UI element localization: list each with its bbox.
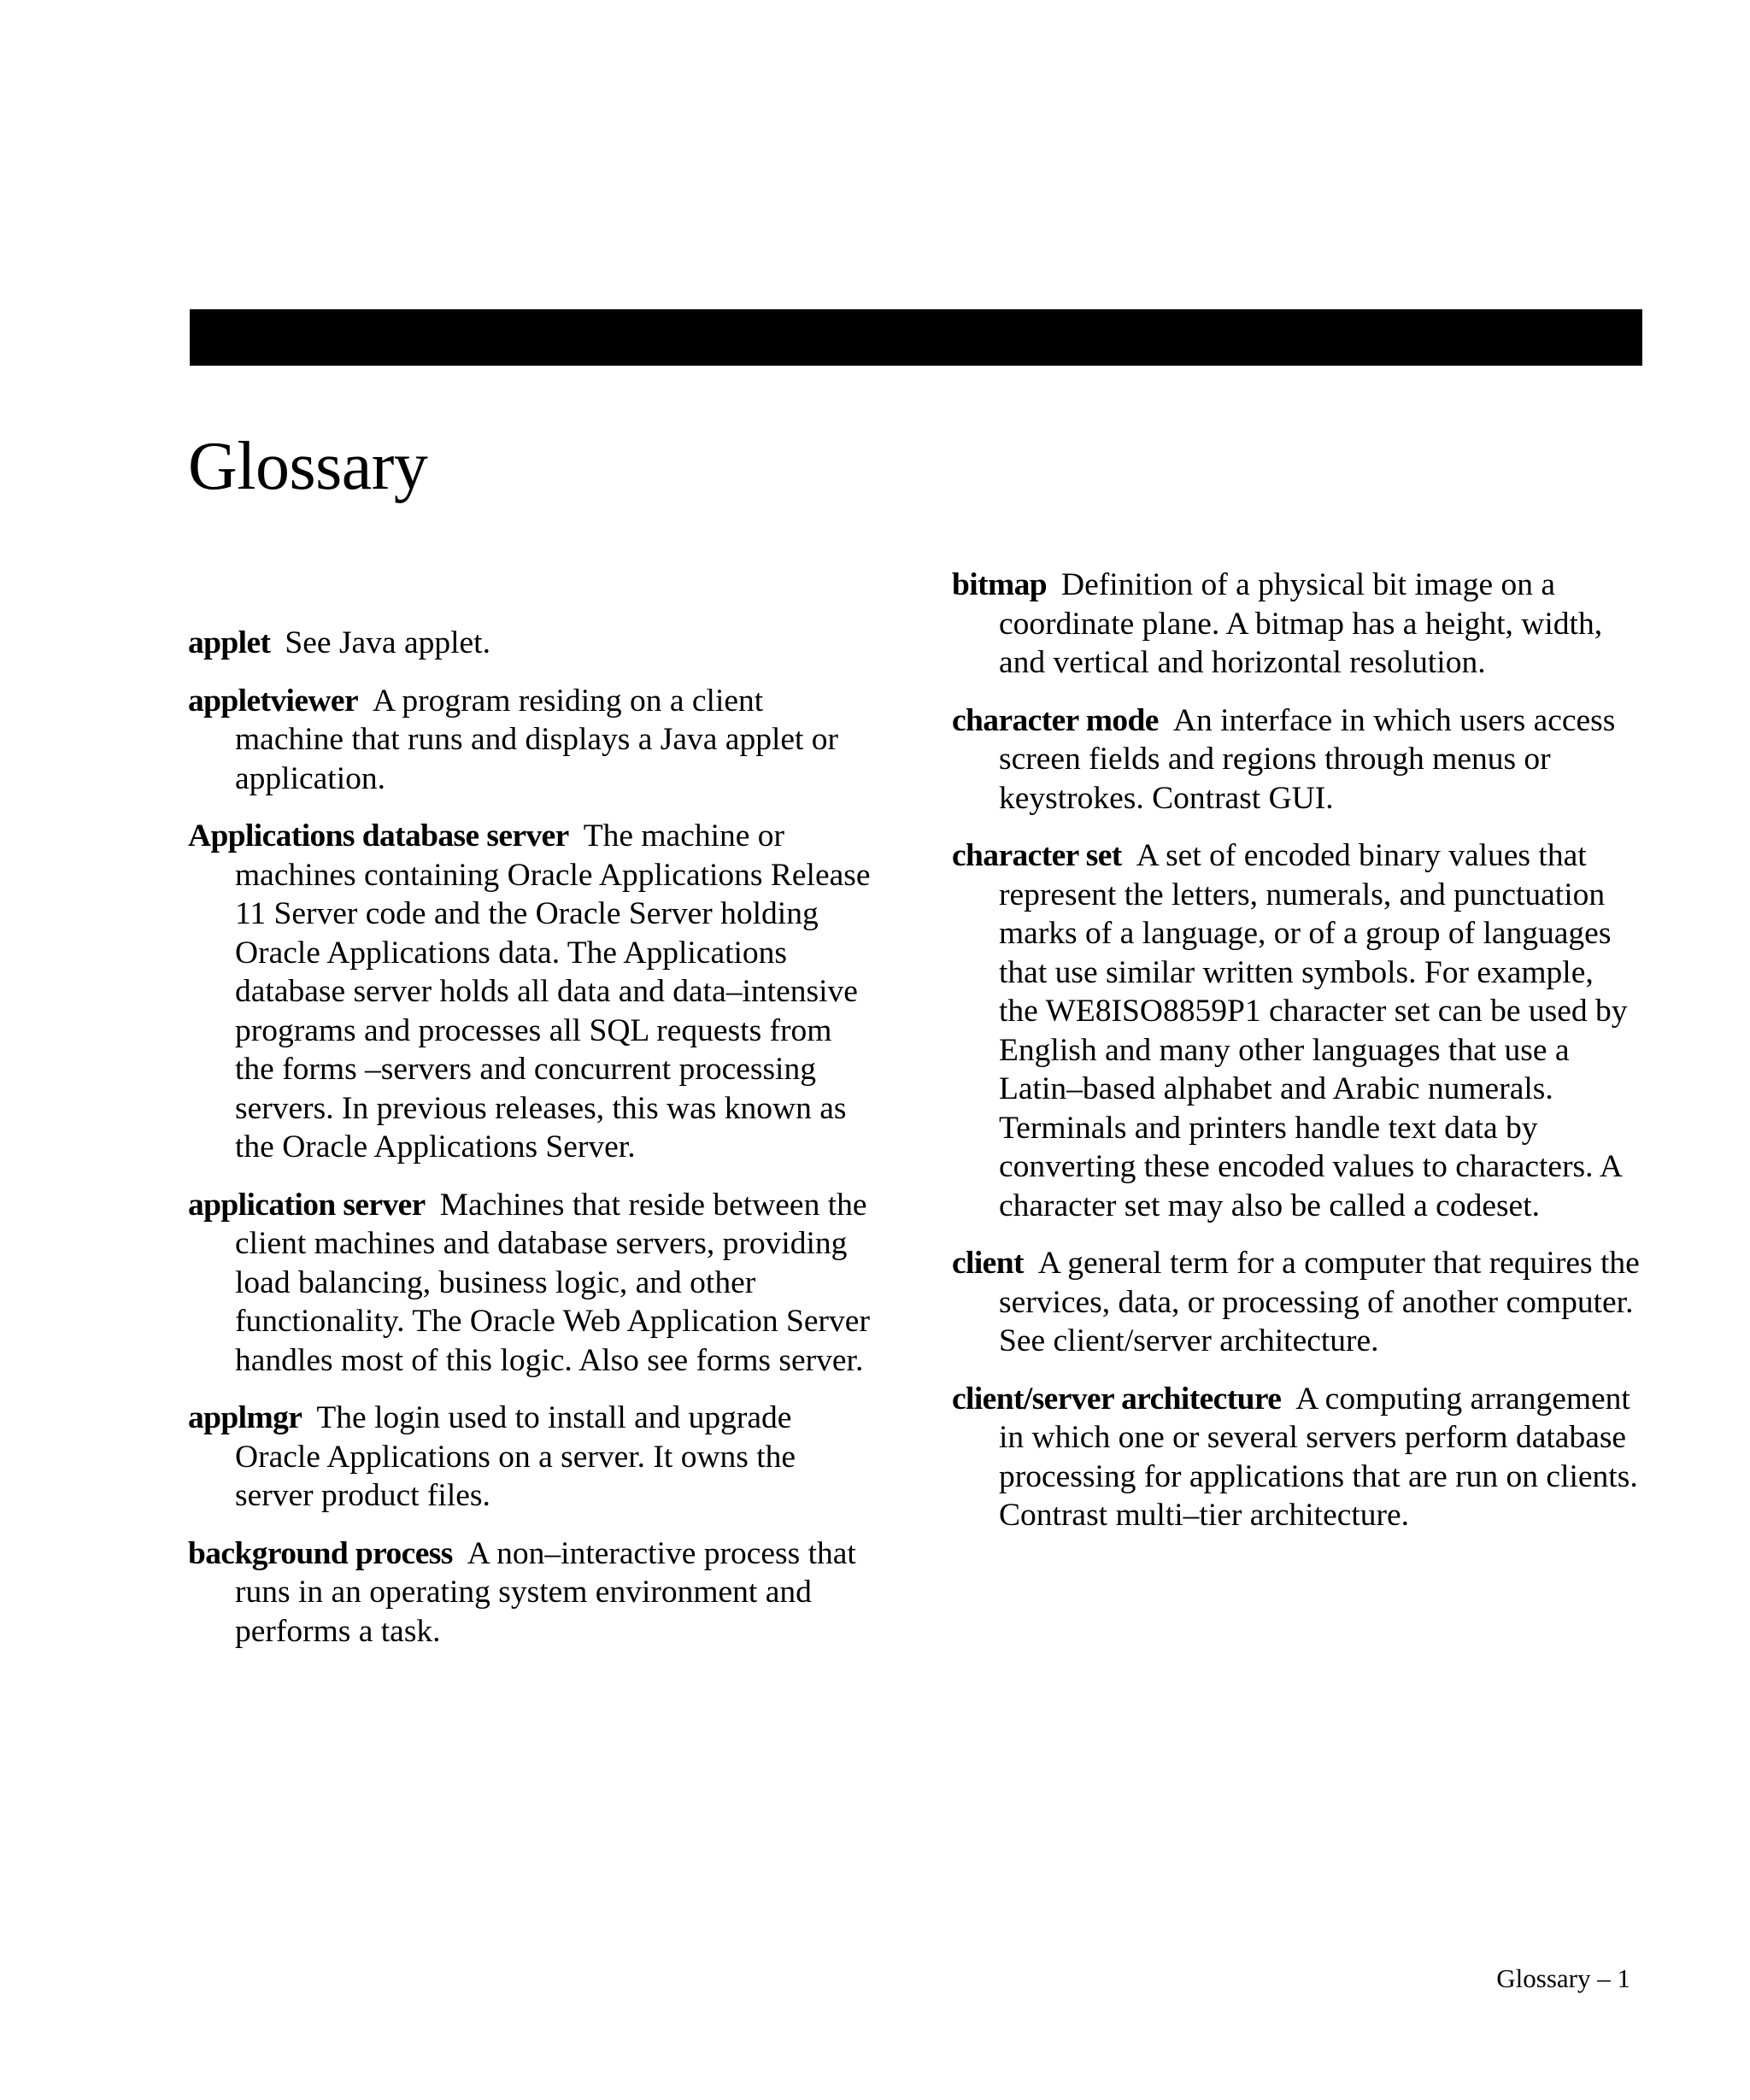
glossary-entry xyxy=(188,1399,876,1516)
glossary-term: client/server architecture xyxy=(952,1381,1282,1417)
glossary-definition: Machines that reside between the client machines and database servers, providing load balancing, business logic, and other functionality. The Oracle Web Application Server handles most of this logic. Also see forms server. xyxy=(235,1187,870,1378)
glossary-term: character set xyxy=(952,838,1122,873)
glossary-term: Applications database server xyxy=(188,818,569,853)
glossary-definition: A program residing on a client machine that runs and displays a Java applet or application. xyxy=(235,683,839,796)
glossary-entry xyxy=(952,1244,1640,1361)
glossary-definition: A set of encoded binary values that represent the letters, numerals, and punctuation marks of a language, or of a group of languages that use similar written symbols. For example, the WE8ISO8859P1 character set can be used by English and many other languages that use a Latin–based alphabet and Arabic numerals. Terminals and printers handle text data by converting these encoded values to characters. A character set may also be called a codeset. xyxy=(999,838,1628,1223)
glossary-definition: See Java applet. xyxy=(285,625,490,660)
glossary-definition: A general term for a computer that requires the services, data, or processing of another computer. See client/server architecture. xyxy=(999,1246,1640,1358)
glossary-entry xyxy=(188,1534,876,1651)
glossary-entry xyxy=(188,1186,876,1381)
glossary-term: background process xyxy=(188,1535,453,1571)
glossary-entry xyxy=(188,624,876,663)
glossary-term: character mode xyxy=(952,702,1159,738)
glossary-definition: Definition of a physical bit image on a coordinate plane. A bitmap has a height, width, and vertical and horizontal resolution. xyxy=(999,567,1603,680)
glossary-column-left xyxy=(188,624,876,1669)
glossary-entry xyxy=(188,817,876,1167)
glossary-entry xyxy=(188,682,876,799)
glossary-term: appletviewer xyxy=(188,683,358,719)
page-title: Glossary xyxy=(188,429,428,504)
glossary-term: application server xyxy=(188,1187,426,1223)
header-bar xyxy=(190,309,1642,366)
glossary-term: applet xyxy=(188,625,271,660)
glossary-definition: A computing arrangement in which one or several servers perform database processing for applications that are run on clients. Contrast multi–tier architecture. xyxy=(999,1381,1638,1533)
glossary-entry xyxy=(952,566,1640,683)
page-footer: Glossary – 1 xyxy=(1496,1963,1630,1993)
glossary-entry xyxy=(952,1380,1640,1535)
glossary-definition: An interface in which users access screen fields and regions through menus or keystrokes. Contrast GUI. xyxy=(999,702,1616,816)
glossary-definition: The machine or machines containing Oracle Applications Release 11 Server code and the Oracle Server holding Oracle Applications data. The Applications database server holds all data and data–intensive programs and processes all SQL requests from the forms –servers and concurrent processing servers. In previous releases, this was known as the Oracle Applications Server. xyxy=(235,818,871,1164)
glossary-entry xyxy=(952,836,1640,1225)
glossary-definition: A non–interactive process that runs in an operating system environment and performs a task. xyxy=(235,1535,856,1649)
glossary-term: bitmap xyxy=(952,567,1048,602)
glossary-term: applmgr xyxy=(188,1400,302,1435)
glossary-column-right xyxy=(952,566,1640,1554)
glossary-term: client xyxy=(952,1246,1024,1281)
glossary-definition: The login used to install and upgrade Oracle Applications on a server. It owns the server product files. xyxy=(235,1400,796,1513)
glossary-entry xyxy=(952,701,1640,818)
